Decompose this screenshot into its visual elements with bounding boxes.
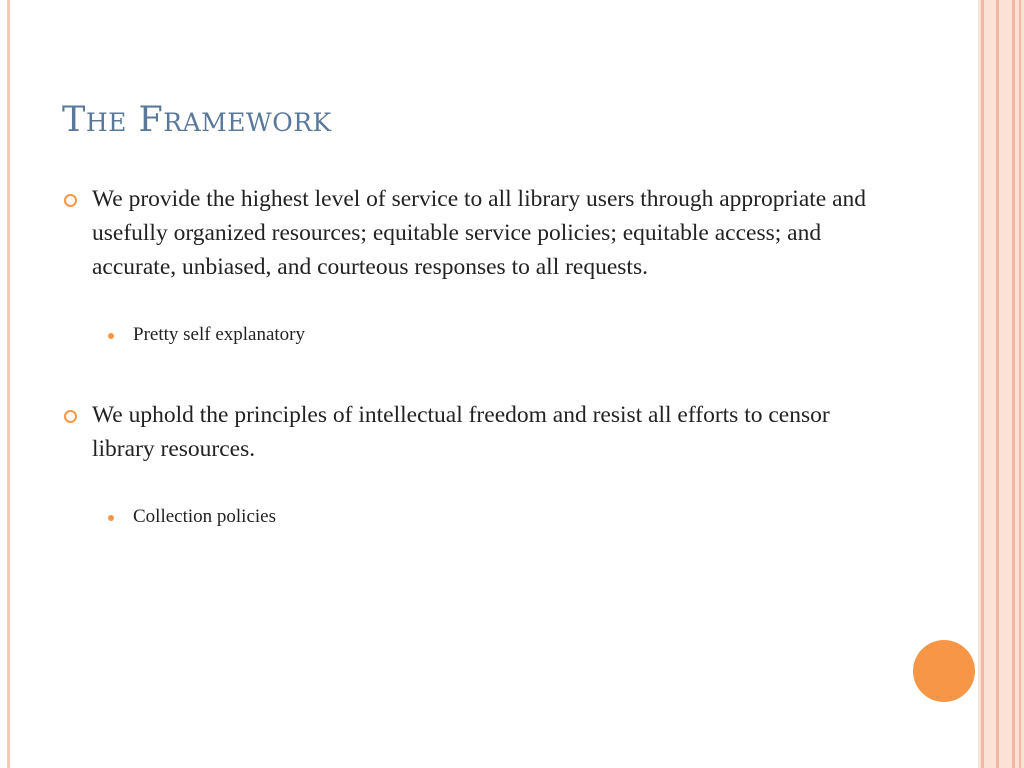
bullet-text: We uphold the principles of intellectual freedom and resist all efforts to censor library resources. <box>92 402 830 462</box>
orange-circle-icon <box>913 640 975 702</box>
bullet-text: We provide the highest level of service to all library users through appropriate and usefully organized resources; equitable service policies; equitable access; and accurate, unbiased, and courteous responses to all requests. <box>92 186 867 280</box>
right-border-stripe <box>1012 0 1015 768</box>
hollow-circle-bullet-icon <box>64 410 77 423</box>
sub-bullet-text: Collection policies <box>133 506 277 527</box>
filled-dot-bullet-icon <box>108 333 114 339</box>
slide-title: The Framework <box>62 100 332 140</box>
bullet-item <box>62 182 882 284</box>
sub-bullet-item <box>62 504 882 530</box>
slide-content <box>62 182 882 530</box>
right-border-stripe <box>1019 0 1021 768</box>
sub-bullet-item <box>62 322 882 348</box>
right-border-stripe <box>996 0 999 768</box>
filled-dot-bullet-icon <box>108 515 114 521</box>
hollow-circle-bullet-icon <box>64 194 77 207</box>
right-border-stripe <box>981 0 984 768</box>
right-border-band <box>978 0 1024 768</box>
bullet-item <box>62 398 882 466</box>
left-border-line <box>7 0 10 768</box>
sub-bullet-text: Pretty self explanatory <box>133 324 306 345</box>
